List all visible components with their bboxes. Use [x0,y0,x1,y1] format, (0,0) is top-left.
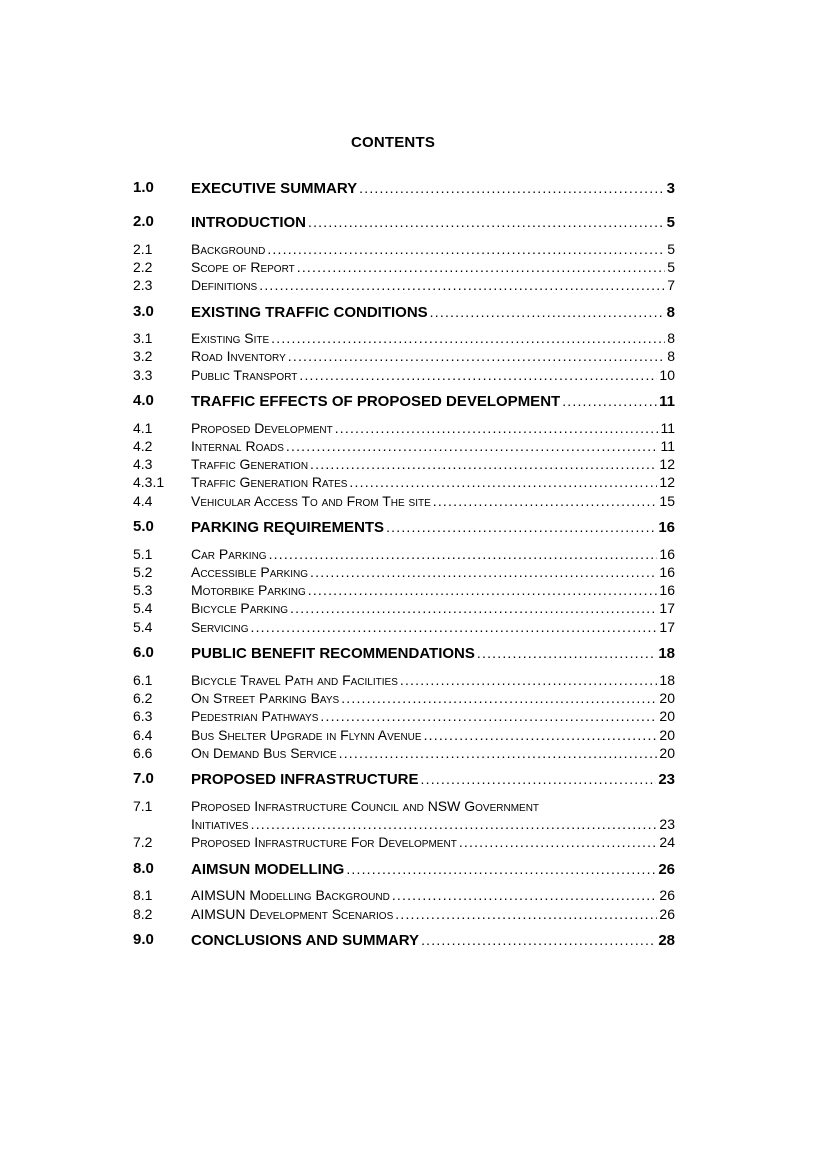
toc-page: 18 [659,672,675,688]
toc-page: 16 [659,564,675,580]
toc-title: Bicycle Travel Path and Facilities [191,672,398,688]
toc-page: 5 [667,241,675,257]
toc-number: 3.1 [133,330,153,346]
toc-title: Accessible Parking [191,564,309,580]
toc-title: Internal Roads [191,438,284,454]
toc-number: 5.1 [133,546,153,562]
toc-number: 4.2 [133,438,153,454]
toc-title: Traffic Generation Rates [191,474,348,490]
toc-page: 20 [659,690,675,706]
toc-entry-background[interactable] [133,240,675,258]
toc-page: 8 [667,330,675,346]
toc-number: 7.0 [133,770,154,787]
toc-entry-pedestrian-pathways[interactable] [133,707,675,725]
toc-number: 5.3 [133,582,153,598]
toc-number: 6.3 [133,708,153,724]
dot-leader [339,744,658,762]
toc-title: Bus Shelter Upgrade in Flynn Avenue [191,727,422,743]
toc-entry-bus-shelter[interactable] [133,726,675,744]
dot-leader [421,770,657,788]
toc-entry-infrastructure-council[interactable] [133,797,675,833]
toc-title: Traffic Generation [191,456,309,472]
toc-number: 4.3.1 [133,474,165,490]
toc-title: PROPOSED INFRASTRUCTURE [191,771,419,788]
toc-entry-proposed-development[interactable] [133,419,675,437]
toc-page: 23 [658,771,675,788]
toc-page: 20 [659,727,675,743]
toc-page: 26 [659,906,675,922]
toc-title: EXECUTIVE SUMMARY [191,180,358,197]
toc-number: 6.0 [133,644,154,661]
toc-number: 4.3 [133,456,153,472]
page-title: CONTENTS [350,134,436,151]
dot-leader [269,545,658,563]
toc-number: 1.0 [133,179,154,196]
dot-leader [320,707,657,725]
toc-page: 11 [660,438,675,454]
toc-entry-servicing[interactable] [133,618,675,636]
dot-leader [310,455,657,473]
toc-title: CONCLUSIONS AND SUMMARY [191,932,420,949]
toc-title: Initiatives [191,816,249,832]
toc-page: 16 [659,582,675,598]
toc-title: Proposed Infrastructure For Development [191,834,457,850]
toc-page: 23 [659,816,675,832]
toc-entry-proposed-infrastructure[interactable] [133,770,675,788]
toc-entry-accessible-parking[interactable] [133,563,675,581]
dot-leader [251,815,658,833]
toc-entry-aimsun-background[interactable] [133,886,675,904]
toc-number: 5.2 [133,564,153,580]
dot-leader [430,303,665,321]
dot-leader [341,689,657,707]
toc-title: Servicing [191,619,249,635]
dot-leader [349,473,657,491]
dot-leader [562,392,657,410]
toc-number: 7.2 [133,834,153,850]
toc-title: On Demand Bus Service [191,745,337,761]
toc-entry-on-street-parking[interactable] [133,689,675,707]
toc-title-line1: Proposed Infrastructure Council and NSW Government [191,798,540,814]
toc-title: Public Transport [191,367,298,383]
toc-number: 4.0 [133,392,154,409]
toc-number: 2.2 [133,259,153,275]
dot-leader [386,518,656,536]
toc-number: 2.0 [133,213,154,230]
toc-title: Bicycle Parking [191,600,289,616]
toc-title: Scope of Report [191,259,295,275]
dot-leader [421,931,656,949]
toc-number: 8.2 [133,906,153,922]
toc-entry-road-inventory[interactable] [133,347,675,365]
toc-entry-internal-roads[interactable] [133,437,675,455]
toc-title: Existing Site [191,330,270,346]
toc-page: 5 [666,214,675,231]
toc-page: 17 [659,619,675,635]
toc-number: 8.0 [133,860,154,877]
toc-page: 10 [659,367,675,383]
toc-page: 8 [666,304,675,321]
toc-page: 20 [659,708,675,724]
toc-entry-public-benefit[interactable] [133,644,675,662]
dot-leader [271,329,665,347]
toc-page: 17 [659,600,675,616]
toc-number: 8.1 [133,887,153,903]
toc-entry-aimsun-modelling[interactable] [133,860,675,878]
toc-entry-bicycle-travel-path[interactable] [133,671,675,689]
toc-title: Proposed Development [191,420,333,436]
toc-number: 2.3 [133,277,153,293]
dot-leader [288,347,665,365]
toc-number: 5.0 [133,518,154,535]
toc-entry-aimsun-scenarios[interactable] [133,905,675,923]
toc-number: 5.4 [133,600,153,616]
dot-leader [297,258,665,276]
toc-title: Road Inventory [191,348,286,364]
dot-leader [459,833,658,851]
dot-leader [346,860,656,878]
toc-number: 3.2 [133,348,153,364]
toc-entry-traffic-generation[interactable] [133,455,675,473]
toc-entry-scope-of-report[interactable] [133,258,675,276]
dot-leader [392,886,658,904]
dot-leader [259,276,665,294]
toc-number: 6.4 [133,727,153,743]
dot-leader [290,599,657,617]
dot-leader [308,581,658,599]
toc-page: 7 [667,277,675,293]
toc-page: 11 [659,393,675,410]
toc-number: 7.1 [133,798,153,814]
toc-number: 9.0 [133,931,154,948]
toc-entry-introduction[interactable] [133,213,675,231]
dot-leader [424,726,658,744]
toc-number: 4.4 [133,493,153,509]
toc-page: 26 [659,887,675,903]
dot-leader [286,437,659,455]
toc-number: 3.3 [133,367,153,383]
dot-leader [477,644,656,662]
toc-entry-parking-requirements[interactable] [133,518,675,536]
dot-leader [400,671,658,689]
toc-title: INTRODUCTION [191,214,306,231]
toc-title: Background [191,241,266,257]
toc-title: TRAFFIC EFFECTS OF PROPOSED DEVELOPMENT [191,393,561,410]
dot-leader [395,905,657,923]
toc-title: Vehicular Access To and From The site [191,493,431,509]
toc-page: 24 [659,834,675,850]
dot-leader [433,492,658,510]
toc-page: 11 [660,420,675,436]
toc-entry-definitions[interactable] [133,276,675,294]
toc-entry-car-parking[interactable] [133,545,675,563]
toc-number: 3.0 [133,303,154,320]
toc-entry-traffic-effects[interactable] [133,392,675,410]
toc-title: AIMSUN Modelling Background [191,887,390,903]
toc-entry-motorbike-parking[interactable] [133,581,675,599]
toc-title: AIMSUN Development Scenarios [191,906,394,922]
toc-title: AIMSUN MODELLING [191,861,345,878]
toc-number: 2.1 [133,241,153,257]
dot-leader [359,179,665,197]
toc-entry-existing-traffic-conditions[interactable] [133,303,675,321]
toc-page: 20 [659,745,675,761]
toc-number: 6.6 [133,745,153,761]
dot-leader [267,240,665,258]
toc-page: 16 [658,519,675,536]
toc-entry-infrastructure-development[interactable] [133,833,675,851]
toc-number: 4.1 [133,420,153,436]
toc-title: Motorbike Parking [191,582,306,598]
toc-entry-public-transport[interactable] [133,366,675,384]
toc-entry-vehicular-access[interactable] [133,492,675,510]
dot-leader [335,419,659,437]
toc-title: Car Parking [191,546,267,562]
toc-title: EXISTING TRAFFIC CONDITIONS [191,304,428,321]
toc-number: 6.2 [133,690,153,706]
dot-leader [310,563,657,581]
toc-title: Definitions [191,277,258,293]
toc-entry-on-demand-bus[interactable] [133,744,675,762]
toc-page: 18 [658,645,675,662]
toc-title: On Street Parking Bays [191,690,340,706]
toc-page: 12 [659,474,675,490]
toc-title: PARKING REQUIREMENTS [191,519,385,536]
toc-page: 16 [659,546,675,562]
toc-page: 12 [659,456,675,472]
toc-title: Pedestrian Pathways [191,708,319,724]
dot-leader [308,213,665,231]
toc-number: 6.1 [133,672,153,688]
toc-entry-executive-summary[interactable] [133,179,675,197]
toc-page: 5 [667,259,675,275]
toc-page: 28 [658,932,675,949]
toc-entry-conclusions[interactable] [133,931,675,949]
dot-leader [299,366,657,384]
toc-title: PUBLIC BENEFIT RECOMMENDATIONS [191,645,475,662]
toc-page: 15 [659,493,675,509]
dot-leader [251,618,658,636]
toc-page: 8 [667,348,675,364]
toc-entry-traffic-generation-rates[interactable] [133,473,675,491]
toc-entry-existing-site[interactable] [133,329,675,347]
toc-number: 5.4 [133,619,153,635]
toc-entry-bicycle-parking[interactable] [133,599,675,617]
toc-page: 26 [658,861,675,878]
toc-page: 3 [666,180,675,197]
